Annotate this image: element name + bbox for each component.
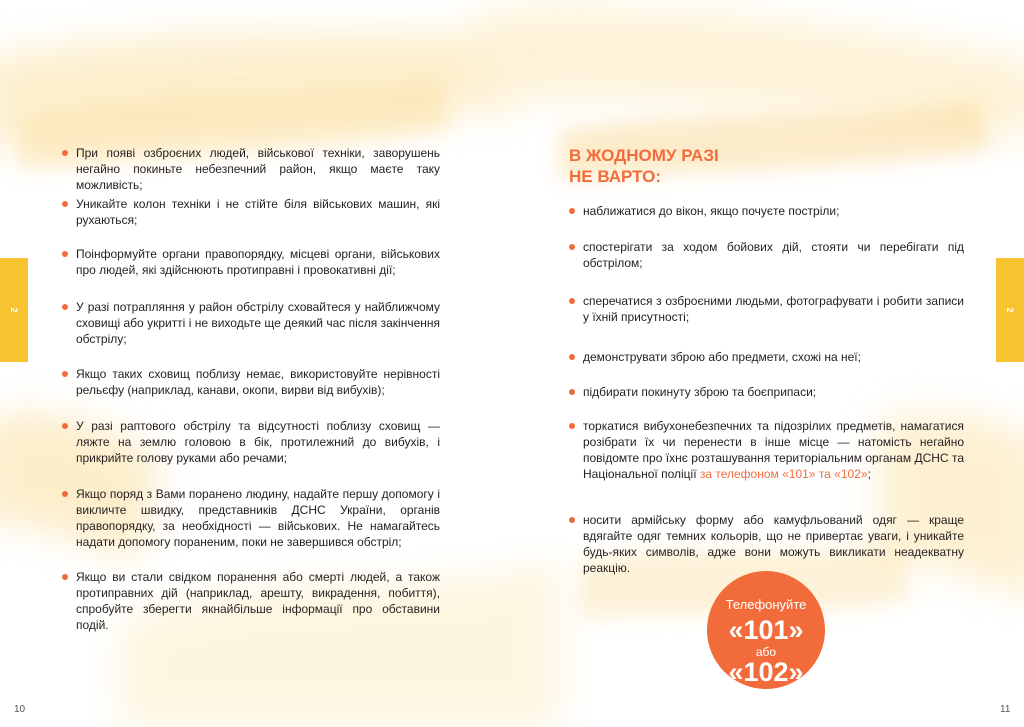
section-tab-number: 2	[1005, 307, 1015, 313]
call-number-102: «102»	[728, 657, 804, 687]
list-item	[569, 418, 964, 482]
list-item: Якщо таких сховищ поблизу немає, використовуйте нерівності рельєфу (наприклад, канави, окопи, вирви від вибухів);	[62, 366, 440, 398]
list-item: підбирати покинуту зброю та боєприпаси;	[569, 384, 964, 400]
call-label: Телефонуйте	[725, 597, 807, 612]
page-number-left: 10	[14, 704, 26, 715]
list-item: Якщо ви стали свідком поранення або смерті людей, а також протиправних дій (наприклад, арешту, викрадення, побиття), спробуйте зберегти якнайбільше інформації про обставини подій.	[62, 569, 440, 633]
list-item: носити армійську форму або камуфльований одяг — краще вдягайте одяг темних кольорів, що не привертає уваги, і уникайте будь-яких символів, адже вони можуть викликати неадекватну реакцію.	[569, 512, 964, 576]
page-number-right: 11	[1000, 704, 1011, 715]
call-or: або	[755, 645, 777, 659]
list-item: демонструвати зброю або предмети, схожі на неї;	[569, 349, 964, 365]
warning-heading-line1: В ЖОДНОМУ РАЗІ	[569, 146, 719, 165]
warning-heading	[569, 145, 869, 187]
list-item: Поінформуйте органи правопорядку, місцеві органи, військових про людей, які здійснюють протиправні і провокативні дії;	[62, 246, 440, 278]
list-item: Якщо поряд з Вами поранено людину, надайте першу допомогу і викличте швидку, представників ДСНС України, органів правопорядку, за необхідності — військових. Не намагайтесь надати допомогу пораненим, поки не завершився обстріл;	[62, 486, 440, 550]
list-item: сперечатися з озброєними людьми, фотографувати і робити записи у їхній присутності;	[569, 293, 964, 325]
phone-numbers-highlight: за телефоном «101» та «102»	[699, 467, 868, 481]
list-item: спостерігати за ходом бойових дій, стояти чи перебігати під обстрілом;	[569, 239, 964, 271]
emergency-call-badge	[707, 571, 825, 689]
call-number-101: «101»	[728, 615, 804, 645]
list-item-tail: ;	[867, 467, 871, 481]
list-item: наближатися до вікон, якщо почуєте постріли;	[569, 203, 964, 219]
list-item: Уникайте колон техніки і не стійте біля військових машин, які рухаються;	[62, 196, 440, 228]
section-tab-number: 2	[9, 307, 19, 313]
list-item: У разі потрапляння у район обстрілу сховайтеся у найближчому сховищі або укритті і не виходьте ще деякий час після закінчення обстрілу;	[62, 299, 440, 347]
list-item-text: торкатися вибухонебезпечних та підозрілих предметів, намагатися розібрати їх чи перенести в інше місце — натомість негайно повідомте про їхнє розташування територіальним органам ДСНС та Національної поліції	[583, 419, 964, 481]
list-item: У разі раптового обстрілу та відсутності поблизу сховищ — ляжте на землю головою в бік, протилежний до вибухів, і прикрийте голову руками або речами;	[62, 418, 440, 466]
warning-heading-line2: НЕ ВАРТО:	[569, 167, 662, 186]
section-tab-right	[996, 258, 1024, 362]
list-item: При появі озброєних людей, військової техніки, заворушень негайно покиньте небезпечний район, якщо маєте таку можливість;	[62, 145, 440, 193]
